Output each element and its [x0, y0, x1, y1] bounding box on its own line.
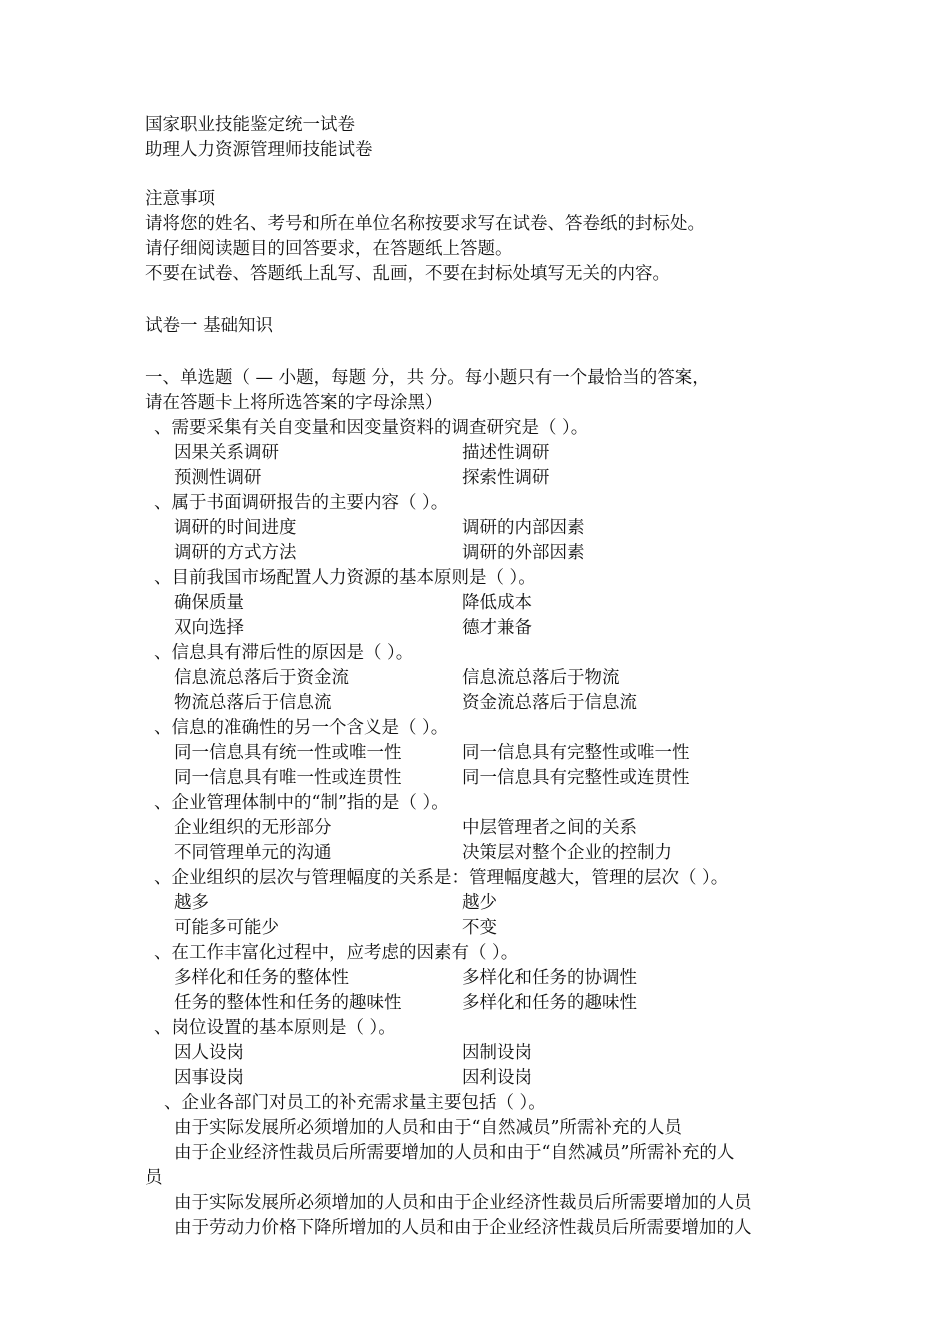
document-body [145, 113, 825, 1241]
options-row [145, 691, 825, 716]
option: 描述性调研 [462, 443, 550, 463]
option-wrap: 员 [145, 1168, 163, 1188]
options-row [145, 1066, 825, 1091]
question-1: 、需要采集有关自变量和因变量资料的调查研究是（ ）。 [154, 418, 589, 438]
option: 企业组织的无形部分 [174, 818, 332, 838]
option: 因果关系调研 [174, 443, 279, 463]
exam-subtitle: 助理人力资源管理师技能试卷 [145, 140, 373, 160]
question-7: 、企业组织的层次与管理幅度的关系是：管理幅度越大，管理的层次（ ）。 [154, 868, 729, 888]
option: 中层管理者之间的关系 [462, 818, 637, 838]
options-row [145, 841, 825, 866]
exam-title: 国家职业技能鉴定统一试卷 [145, 115, 355, 135]
option: 双向选择 [174, 618, 244, 638]
option: 越多 [174, 893, 209, 913]
options-row [145, 741, 825, 766]
option: 多样化和任务的趣味性 [462, 993, 637, 1013]
option: 由于实际发展所必须增加的人员和由于“自然减员”所需补充的人员 [174, 1118, 682, 1138]
options-row [145, 616, 825, 641]
options-row [145, 666, 825, 691]
section-instruction-cont: 请在答题卡上将所选答案的字母涂黑） [145, 393, 443, 413]
options-row [145, 466, 825, 491]
options-row [145, 541, 825, 566]
option: 调研的时间进度 [174, 518, 297, 538]
question-6: 、企业管理体制中的“制”指的是（ ）。 [154, 793, 449, 813]
question-8: 、在工作丰富化过程中，应考虑的因素有（ ）。 [154, 943, 519, 963]
option: 可能多可能少 [174, 918, 279, 938]
options-row [145, 766, 825, 791]
option: 探索性调研 [462, 468, 550, 488]
option: 多样化和任务的整体性 [174, 968, 349, 988]
option: 同一信息具有完整性或唯一性 [462, 743, 690, 763]
options-row [145, 916, 825, 941]
option: 因人设岗 [174, 1043, 244, 1063]
notice-item: 请将您的姓名、考号和所在单位名称按要求写在试卷、答卷纸的封标处。 [145, 214, 705, 234]
option: 决策层对整个企业的控制力 [462, 843, 672, 863]
option: 调研的外部因素 [462, 543, 585, 563]
question-4: 、信息具有滞后性的原因是（ ）。 [154, 643, 414, 663]
option: 因利设岗 [462, 1068, 532, 1088]
options-row [145, 966, 825, 991]
option: 调研的方式方法 [174, 543, 297, 563]
option: 由于劳动力价格下降所增加的人员和由于企业经济性裁员后所需要增加的人 [174, 1218, 752, 1238]
option: 调研的内部因素 [462, 518, 585, 538]
option: 由于企业经济性裁员后所需要增加的人员和由于“自然减员”所需补充的人 [174, 1143, 735, 1163]
options-row [145, 441, 825, 466]
question-2: 、属于书面调研报告的主要内容（ ）。 [154, 493, 449, 513]
option: 因制设岗 [462, 1043, 532, 1063]
options-row [145, 516, 825, 541]
question-9: 、岗位设置的基本原则是（ ）。 [154, 1018, 396, 1038]
paper-title: 试卷一 基础知识 [145, 316, 274, 336]
option: 德才兼备 [462, 618, 532, 638]
option: 由于实际发展所必须增加的人员和由于企业经济性裁员后所需要增加的人员 [174, 1193, 752, 1213]
options-row [145, 1041, 825, 1066]
option: 降低成本 [462, 593, 532, 613]
option: 确保质量 [174, 593, 244, 613]
notice-heading: 注意事项 [145, 189, 215, 209]
option: 因事设岗 [174, 1068, 244, 1088]
option: 同一信息具有完整性或连贯性 [462, 768, 690, 788]
question-5: 、信息的准确性的另一个含义是（ ）。 [154, 718, 449, 738]
question-3: 、目前我国市场配置人力资源的基本原则是（ ）。 [154, 568, 536, 588]
options-row [145, 891, 825, 916]
options-row [145, 991, 825, 1016]
option: 不变 [462, 918, 497, 938]
option: 同一信息具有统一性或唯一性 [174, 743, 402, 763]
option: 资金流总落后于信息流 [462, 693, 637, 713]
options-row [145, 591, 825, 616]
question-10: 、企业各部门对员工的补充需求量主要包括（ ）。 [164, 1093, 546, 1113]
option: 同一信息具有唯一性或连贯性 [174, 768, 402, 788]
option: 越少 [462, 893, 497, 913]
notice-item: 请仔细阅读题目的回答要求，在答题纸上答题。 [145, 239, 513, 259]
notice-item: 不要在试卷、答题纸上乱写、乱画，不要在封标处填写无关的内容。 [145, 264, 670, 284]
option: 物流总落后于信息流 [174, 693, 332, 713]
option: 任务的整体性和任务的趣味性 [174, 993, 402, 1013]
option: 信息流总落后于资金流 [174, 668, 349, 688]
section-instruction: 一、单选题（ — 小题，每题 分，共 分。每小题只有一个最恰当的答案， [145, 368, 710, 388]
options-row [145, 816, 825, 841]
option: 预测性调研 [174, 468, 262, 488]
option: 信息流总落后于物流 [462, 668, 620, 688]
option: 多样化和任务的协调性 [462, 968, 637, 988]
option: 不同管理单元的沟通 [174, 843, 332, 863]
